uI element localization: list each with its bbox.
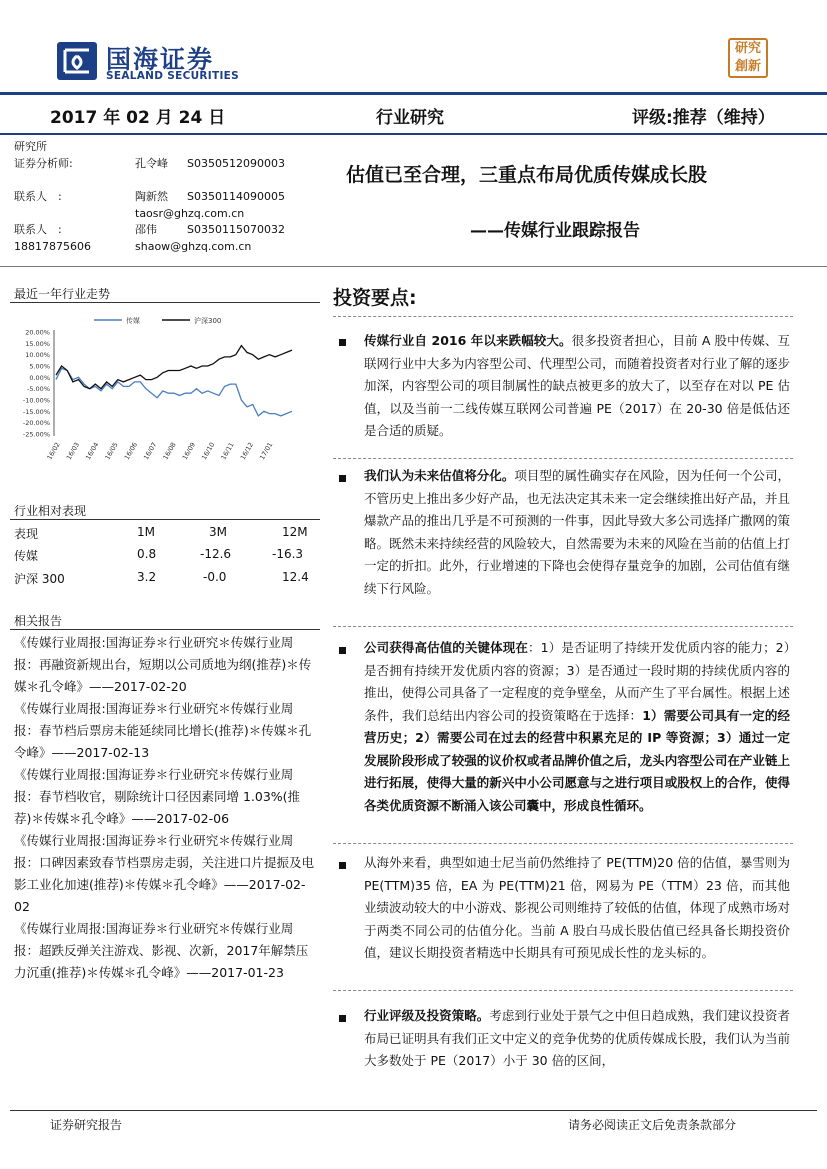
y-tick-label: -15.00% xyxy=(22,407,50,416)
key-point-paragraph xyxy=(364,330,790,443)
contact-phone: 18817875606 xyxy=(14,240,91,253)
trend-heading: 最近一年行业走势 xyxy=(14,287,111,301)
x-tick-label: 16/06 xyxy=(122,441,140,462)
title-divider xyxy=(0,266,827,267)
perf-header-cell: 12M xyxy=(282,525,308,539)
key-point-body: 很多投资者担心，目前 A 股中传媒、互联网行业中大多为内容型公司、代理型公司，而随着投资者对行业了解的逐步加深，内容型公司的项目制属性的缺点被更多的放大了，以至存在对以 PE 估值，以及当前一二线传媒互联网公司普遍 PE（2017）在 20-30 倍是低估还是合适的质疑。 xyxy=(364,333,790,438)
x-tick-label: 16/04 xyxy=(84,441,101,462)
company-name-cn: 国海证券 xyxy=(106,45,215,74)
report-rating: 评级:推荐（维持） xyxy=(632,108,775,128)
key-point-emphasis: 1）需要公司具有一定的经营历史；2）需要公司在过去的经营中积累充足的 IP 等资源；3）通过一定发展阶段形成了较强的议价权或者品牌价值之后，龙头内容型公司在产业链上进行拓展，使得大量的新兴中小公司愿意与之进行项目或股权上的合作，使得各类优质资源不断涌入该公司囊中，形成良性循环。 xyxy=(364,707,790,813)
x-tick-label: 16/10 xyxy=(200,441,217,462)
bullet-square-icon xyxy=(339,475,346,482)
analyst-name: 孔令峰 xyxy=(135,157,168,170)
perf-cell: -12.6 xyxy=(200,547,232,561)
related-report-link[interactable]: 《传媒行业周报:国海证券＊行业研究＊传媒行业周报：春节档收官，剔除统计口径因素同增 1.03%(推荐)＊传媒＊孔令峰》——2017-02-06 xyxy=(14,767,301,826)
x-tick-label: 16/05 xyxy=(103,441,120,462)
y-tick-label: 5.00% xyxy=(29,362,50,371)
series-line xyxy=(56,346,292,389)
company-name-en: SEALAND SECURITIES xyxy=(106,70,239,82)
dashed-divider xyxy=(333,316,793,317)
related-report-link[interactable]: 《传媒行业周报:国海证券＊行业研究＊传媒行业周报：口碑因素致春节档票房走弱，关注进口片提振及电影工业化加速(推荐)＊传媒＊孔令峰》——2017-02-02 xyxy=(14,833,315,914)
contact-role: 联系人 : xyxy=(14,223,62,236)
key-point-body: ：1）是否证明了持续开发优质内容的能力；2）是否拥有持续开发优质内容的资源；3）是否通过一段时期的持续优质内容的推出，使得公司具备了一定程度的竞争壁垒，从而产生了平台属性。根据上述条件，我们总结出内容公司的投资策略在于选择： xyxy=(364,640,790,723)
y-tick-label: -25.00% xyxy=(22,430,50,439)
y-tick-label: -5.00% xyxy=(27,385,50,394)
perf-cell: 0.8 xyxy=(137,547,157,561)
company-logo-icon xyxy=(57,42,97,80)
key-point-body: 从海外来看，典型如迪士尼当前仍然维持了 PE(TTM)20 倍的估值，暴雪则为 PE(TTM)35 倍，EA 为 PE(TTM)21 倍，网易为 PE（TTM）23 倍，而其他业绩波动较大的中小游戏、影视公司则维持了较低的估值，体现了成熟市场对于两类不同公司的估值分化。当前 A 股白马成长股估值已经具备长期投资价值，建议长期投资者精选中长期具有可预见成长性的龙头标的。 xyxy=(364,855,790,960)
x-tick-label: 16/02 xyxy=(45,441,62,462)
dashed-divider xyxy=(333,843,793,844)
perf-header-cell: 1M xyxy=(137,525,155,539)
related-report-list xyxy=(14,632,314,984)
performance-heading: 行业相对表现 xyxy=(14,504,87,518)
x-tick-label: 16/08 xyxy=(161,441,178,462)
x-tick-label: 17/01 xyxy=(258,441,275,462)
contact-email[interactable]: taosr@ghzq.com.cn xyxy=(135,207,245,220)
report-title: 估值已至合理，三重点布局优质传媒成长股 xyxy=(346,164,708,186)
bullet-square-icon xyxy=(339,862,346,869)
y-tick-label: 20.00% xyxy=(25,328,50,337)
x-tick-label: 16/12 xyxy=(238,441,256,462)
legend-label: 沪深300 xyxy=(194,317,222,325)
footer-label: 证券研究报告 xyxy=(50,1118,123,1132)
perf-cell: -0.0 xyxy=(203,570,227,584)
contact-name: 邵伟 xyxy=(135,223,157,236)
x-tick-label: 16/09 xyxy=(180,441,198,462)
related-heading: 相关报告 xyxy=(14,614,63,628)
trend-rule xyxy=(10,302,320,303)
bullet-square-icon xyxy=(339,1015,346,1022)
perf-row-label: 沪深 300 xyxy=(14,572,65,586)
footer-disclaimer: 请务必阅读正文后免责条款部分 xyxy=(568,1118,737,1132)
perf-cell: 12.4 xyxy=(282,570,309,584)
key-point-paragraph xyxy=(364,465,790,600)
y-tick-label: -20.00% xyxy=(22,419,50,428)
bullet-square-icon xyxy=(339,647,346,654)
related-rule xyxy=(10,629,320,630)
performance-rule xyxy=(10,519,320,520)
key-point-lead: 公司获得高估值的关键体现在 xyxy=(364,640,529,655)
x-tick-label: 16/11 xyxy=(219,441,236,462)
dashed-divider xyxy=(333,990,793,991)
research-stamp: 研究 創新 xyxy=(728,38,768,78)
key-point-paragraph xyxy=(364,637,790,817)
y-tick-label: 15.00% xyxy=(25,339,50,348)
y-tick-label: 0.00% xyxy=(29,373,50,382)
contact-name: 陶新然 xyxy=(135,190,168,203)
analyst-cert: S0350512090003 xyxy=(187,157,285,170)
y-tick-label: -10.00% xyxy=(22,396,50,405)
key-point-lead: 行业评级及投资策略。 xyxy=(364,1008,490,1023)
contact-email[interactable]: shaow@ghzq.com.cn xyxy=(135,240,252,253)
key-point-body: 项目型的属性确实存在风险，因为任何一个公司，不管历史上推出多少好产品，也无法决定其未来一定会继续推出好产品，并且爆款产品的推出几乎是不可预测的一件事，因此导致大多公司选择广撒网的策略。既然未来持续经营的风险较大，自然需要为未来的风险在当前的估值上打一定的折扣。此外，行业增速的下降也会使得存量竞争的加剧，公司估值有继续下行风险。 xyxy=(364,468,790,596)
series-line xyxy=(56,368,292,416)
trend-chart xyxy=(10,308,320,468)
key-point-lead: 我们认为未来估值将分化。 xyxy=(364,468,515,483)
contact-cert: S0350115070032 xyxy=(187,223,285,236)
related-report-link[interactable]: 《传媒行业周报:国海证券＊行业研究＊传媒行业周报：春节档后票房未能延续同比增长(推荐)＊传媒＊孔令峰》——2017-02-13 xyxy=(14,701,312,760)
analyst-role: 证券分析师: xyxy=(14,157,73,170)
key-point-body: 考虑到行业处于景气之中但日趋成熟，我们建议投资者布局已证明具有我们正文中定义的竞争优势的优质传媒成长股，我们认为当前大多数处于 PE（2017）小于 30 倍的区间， xyxy=(364,1008,790,1068)
bullet-square-icon xyxy=(339,339,346,346)
institute-label: 研究所 xyxy=(14,140,47,153)
perf-row-label: 传媒 xyxy=(14,549,39,563)
x-tick-label: 16/03 xyxy=(64,441,82,462)
perf-header-cell: 表现 xyxy=(14,527,39,541)
x-tick-label: 16/07 xyxy=(142,441,159,462)
perf-cell: 3.2 xyxy=(137,570,157,584)
header-rule-bottom xyxy=(0,133,827,135)
report-type: 行业研究 xyxy=(376,108,444,128)
legend-label: 传媒 xyxy=(126,317,140,325)
y-tick-label: 10.00% xyxy=(25,351,50,360)
contact-role: 联系人 : xyxy=(14,190,62,203)
report-date: 2017 年 02 月 24 日 xyxy=(50,108,226,128)
contact-cert: S0350114090005 xyxy=(187,190,285,203)
dashed-divider xyxy=(333,626,793,627)
key-point-paragraph xyxy=(364,1005,790,1073)
related-report-link[interactable]: 《传媒行业周报:国海证券＊行业研究＊传媒行业周报：再融资新规出台，短期以公司质地为纲(推荐)＊传媒＊孔令峰》——2017-02-20 xyxy=(14,635,312,694)
header-rule-top xyxy=(0,92,827,95)
dashed-divider xyxy=(333,458,793,459)
footer-rule xyxy=(10,1110,817,1111)
key-point-lead: 传媒行业自 2016 年以来跌幅较大。 xyxy=(364,333,572,348)
perf-cell: -16.3 xyxy=(272,547,304,561)
key-point-paragraph xyxy=(364,852,790,965)
related-report-link[interactable]: 《传媒行业周报:国海证券＊行业研究＊传媒行业周报：超跌反弹关注游戏、影视、次新，2017年解禁压力沉重(推荐)＊传媒＊孔令峰》——2017-01-23 xyxy=(14,921,309,980)
report-subtitle: ——传媒行业跟踪报告 xyxy=(470,221,640,241)
key-points-heading: 投资要点: xyxy=(333,287,417,309)
perf-header-cell: 3M xyxy=(209,525,227,539)
